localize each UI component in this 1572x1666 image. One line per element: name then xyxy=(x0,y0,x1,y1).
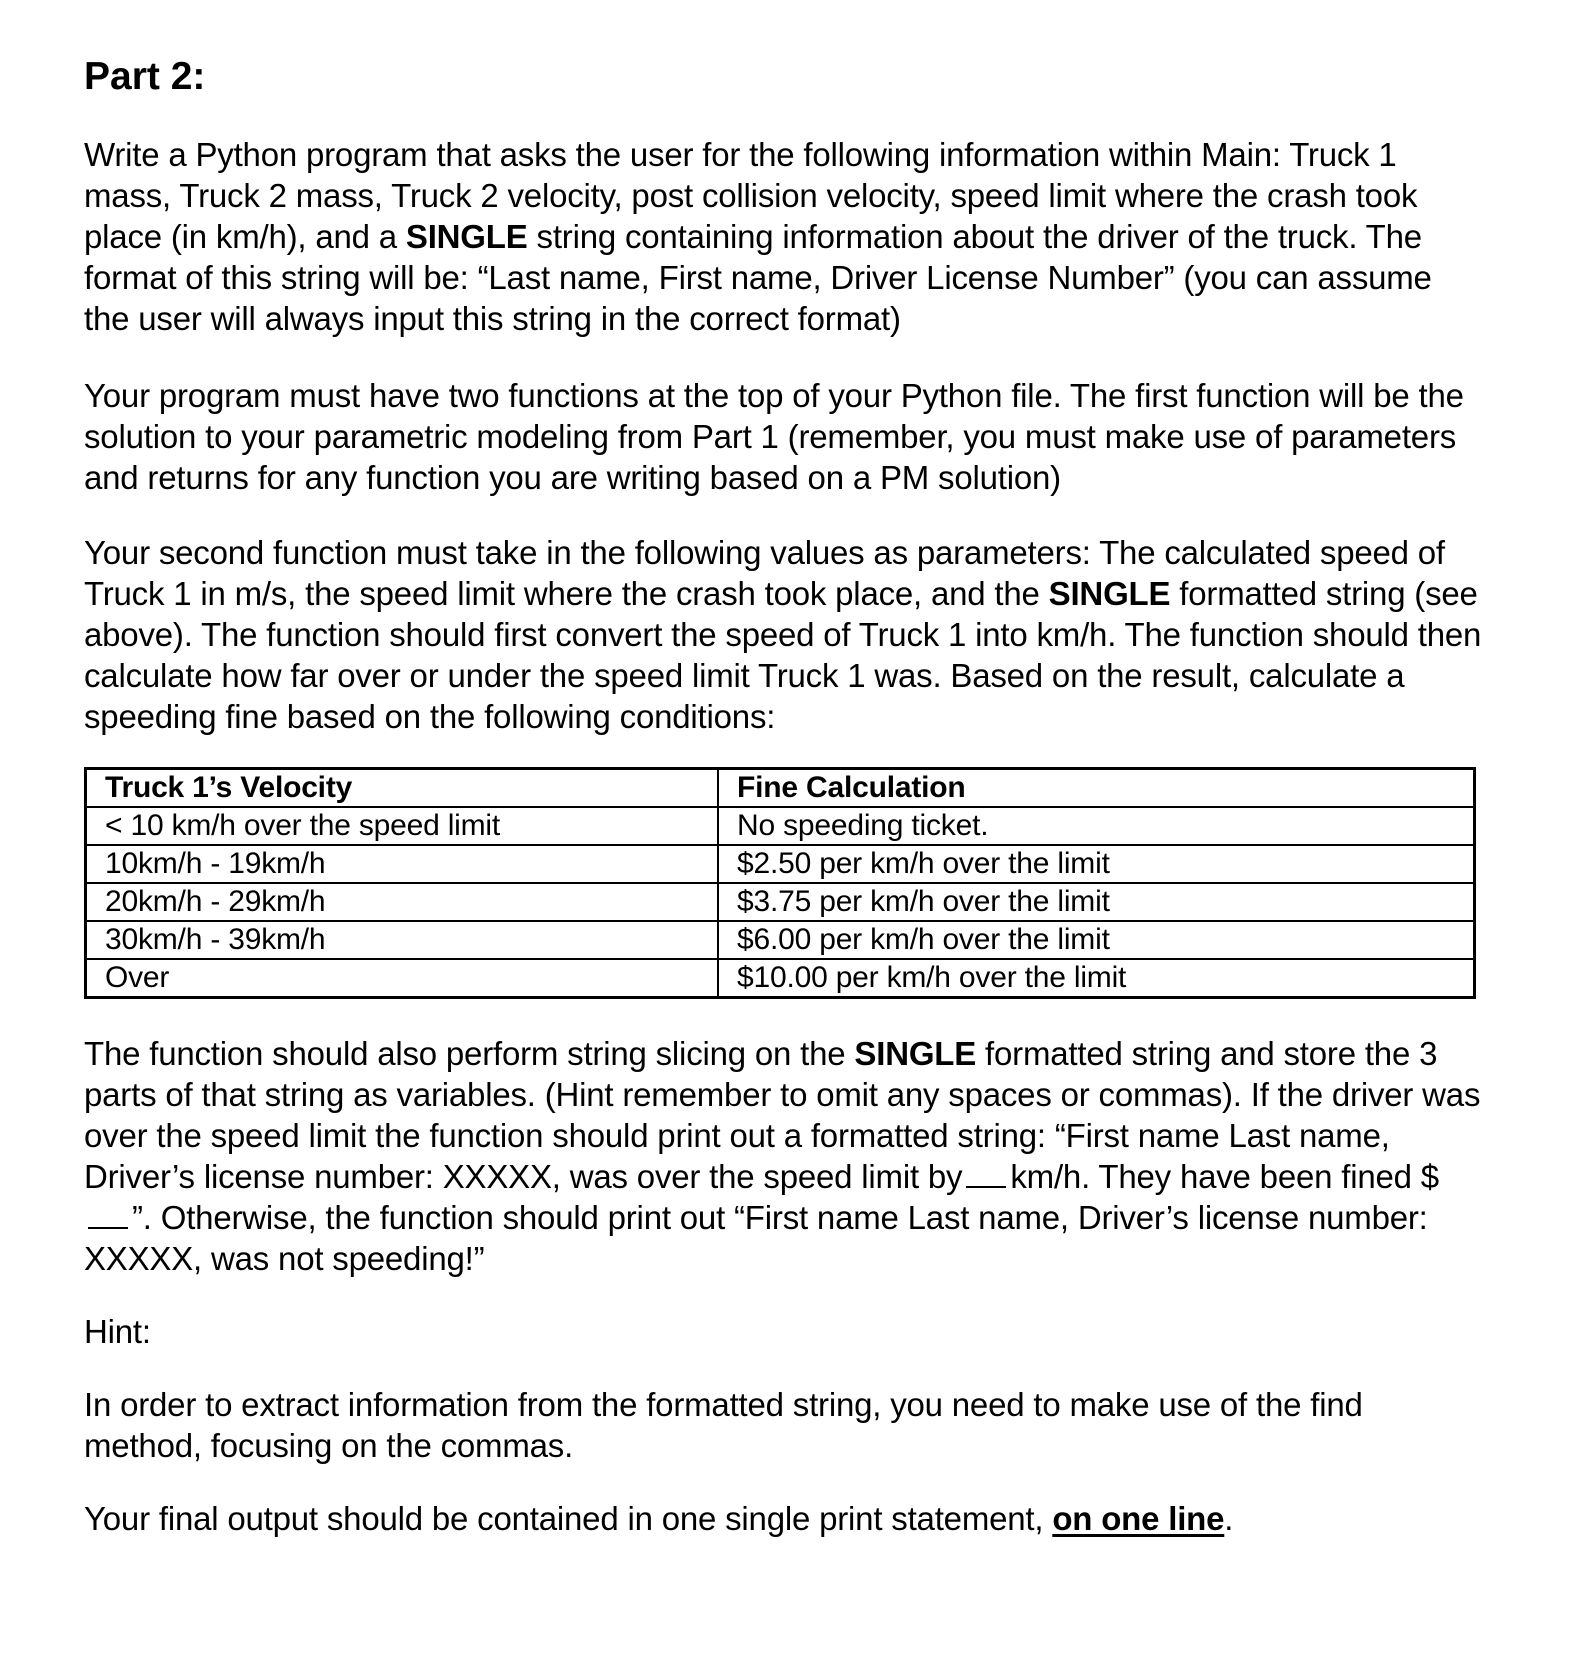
single-emphasis: SINGLE xyxy=(1048,575,1171,612)
fine-cell: No speeding ticket. xyxy=(718,807,1475,845)
single-emphasis: SINGLE xyxy=(854,1035,977,1072)
fine-cell: $10.00 per km/h over the limit xyxy=(718,959,1475,998)
final-paragraph: Your final output should be contained in one single print statement, on one line. xyxy=(84,1500,1234,1537)
blank-line xyxy=(88,1197,128,1229)
on-one-line-emphasis: on one line xyxy=(1052,1500,1225,1537)
velocity-cell: Over xyxy=(86,959,719,998)
table-header-row xyxy=(86,769,1475,808)
header-fine: Fine Calculation xyxy=(718,769,1475,808)
slicing-paragraph: The function should also perform string slicing on the SINGLE formatted string and store the 3 parts of that string as variables. (Hint remember to omit any spaces or commas). If the driver was over the speed limit the function should print out a formatted string: “First name Last name, Driver’s license number: XXXXX, was over the speed limit by km/h. They have been fined $”. Otherwise, the function should print out “First name Last name, Driver’s license number: XXXXX, was not speeding!” xyxy=(84,1035,1481,1277)
hint-paragraph: In order to extract information from the formatted string, you need to make use of the find method, focusing on the commas. xyxy=(84,1386,1363,1464)
velocity-cell: < 10 km/h over the speed limit xyxy=(86,807,719,845)
fine-cell: $6.00 per km/h over the limit xyxy=(718,921,1475,959)
functions-paragraph: Your program must have two functions at the top of your Python file. The first function will be the solution to your parametric modeling from Part 1 (remember, you must make use of parameters and returns for any function you are writing based on a PM solution) xyxy=(84,377,1464,496)
table-row xyxy=(86,883,1475,921)
single-emphasis: SINGLE xyxy=(405,218,528,255)
velocity-cell: 20km/h - 29km/h xyxy=(86,883,719,921)
fine-table xyxy=(84,767,1476,999)
second-function-paragraph: Your second function must take in the following values as parameters: The calculated speed of Truck 1 in m/s, the speed limit where the crash took place, and the SINGLE formatted string (see above). The function should first convert the speed of Truck 1 into km/h. The function should then calculate how far over or under the speed limit Truck 1 was. Based on the result, calculate a speeding fine based on the following conditions: xyxy=(84,534,1482,735)
hint-label: Hint: xyxy=(84,1313,151,1350)
table-row xyxy=(86,921,1475,959)
header-velocity: Truck 1’s Velocity xyxy=(86,769,719,808)
intro-paragraph: Write a Python program that asks the user for the following information within Main: Truck 1 mass, Truck 2 mass, Truck 2 velocity, post collision velocity, speed limit where the crash took place (in km/h), and a SINGLE string containing information about the driver of the truck. The format of this string will be: “Last name, First name, Driver License Number” (you can assume the user will always input this string in the correct format) xyxy=(84,136,1432,337)
velocity-cell: 10km/h - 19km/h xyxy=(86,845,719,883)
document-page xyxy=(84,52,1484,1539)
page-heading: Part 2: xyxy=(84,55,206,98)
fine-cell: $3.75 per km/h over the limit xyxy=(718,883,1475,921)
blank-line xyxy=(966,1156,1006,1188)
fine-cell: $2.50 per km/h over the limit xyxy=(718,845,1475,883)
table-row xyxy=(86,807,1475,845)
table-row xyxy=(86,845,1475,883)
table-row xyxy=(86,959,1475,998)
velocity-cell: 30km/h - 39km/h xyxy=(86,921,719,959)
